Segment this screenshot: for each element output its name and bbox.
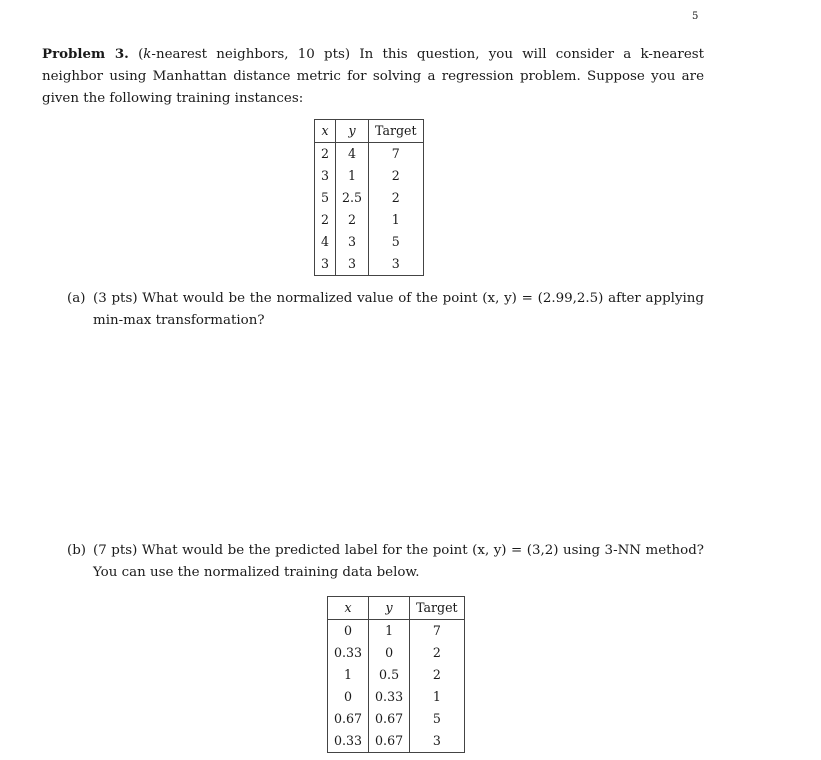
cell-y: 0.67 [369, 730, 410, 753]
table-row [328, 642, 465, 664]
cell-y: 0.5 [369, 664, 410, 686]
cell-y: 0.33 [369, 686, 410, 708]
cell-y: 0 [369, 642, 410, 664]
cell-y: 2 [336, 209, 369, 231]
cell-target: 1 [369, 209, 424, 231]
header-y: y [369, 597, 410, 620]
table-row [315, 209, 424, 231]
cell-y: 1 [369, 620, 410, 643]
header-y: y [336, 120, 369, 143]
cell-x: 0 [328, 620, 369, 643]
table-row [328, 686, 465, 708]
table-row [315, 165, 424, 187]
table-row [315, 231, 424, 253]
k-italic: k [143, 47, 152, 62]
cell-x: 5 [315, 187, 336, 209]
intro-prefix: ( [128, 47, 144, 62]
header-x: x [315, 120, 336, 143]
cell-y: 0.67 [369, 708, 410, 730]
table-row [315, 253, 424, 276]
table-row [328, 708, 465, 730]
cell-target: 2 [410, 642, 465, 664]
cell-target: 2 [369, 187, 424, 209]
cell-x: 2 [315, 209, 336, 231]
cell-target: 5 [410, 708, 465, 730]
cell-x: 0.33 [328, 642, 369, 664]
cell-x: 4 [315, 231, 336, 253]
cell-target: 2 [410, 664, 465, 686]
cell-y: 2.5 [336, 187, 369, 209]
part-b [67, 540, 704, 584]
cell-x: 0 [328, 686, 369, 708]
table-row [328, 620, 465, 643]
table-row [328, 664, 465, 686]
page-number: 5 [692, 11, 699, 22]
cell-x: 0.33 [328, 730, 369, 753]
cell-y: 1 [336, 165, 369, 187]
table-row [315, 187, 424, 209]
cell-y: 4 [336, 143, 369, 166]
cell-y: 3 [336, 253, 369, 276]
normalized-data-table [327, 596, 465, 753]
cell-target: 7 [369, 143, 424, 166]
cell-target: 7 [410, 620, 465, 643]
part-a-text: (3 pts) What would be the normalized value of the point (x, y) = (2.99,2.5) after applying min-max transformation? [93, 291, 704, 328]
cell-target: 5 [369, 231, 424, 253]
cell-target: 3 [410, 730, 465, 753]
part-a [67, 288, 704, 332]
table-row [315, 143, 424, 166]
cell-target: 3 [369, 253, 424, 276]
intro-text: -nearest neighbors, 10 pts) In this question, you will consider a k-nearest neighbor using Manhattan distance metric for solving a regression problem. Suppose you are given the following training instances: [42, 47, 704, 106]
table-header-row [315, 120, 424, 143]
problem-intro [42, 43, 704, 110]
cell-x: 3 [315, 165, 336, 187]
part-b-text: (7 pts) What would be the predicted label for the point (x, y) = (3,2) using 3-NN method? You can use the normalized training data below. [93, 543, 704, 580]
header-target: Target [410, 597, 465, 620]
part-a-label: (a) [67, 291, 86, 306]
cell-target: 1 [410, 686, 465, 708]
cell-x: 3 [315, 253, 336, 276]
cell-x: 2 [315, 143, 336, 166]
header-target: Target [369, 120, 424, 143]
cell-x: 0.67 [328, 708, 369, 730]
problem-heading: Problem 3. [42, 46, 129, 62]
header-x: x [328, 597, 369, 620]
cell-x: 1 [328, 664, 369, 686]
table-header-row [328, 597, 465, 620]
cell-y: 3 [336, 231, 369, 253]
cell-target: 2 [369, 165, 424, 187]
table-row [328, 730, 465, 753]
training-data-table [314, 119, 424, 276]
part-b-label: (b) [67, 543, 87, 558]
